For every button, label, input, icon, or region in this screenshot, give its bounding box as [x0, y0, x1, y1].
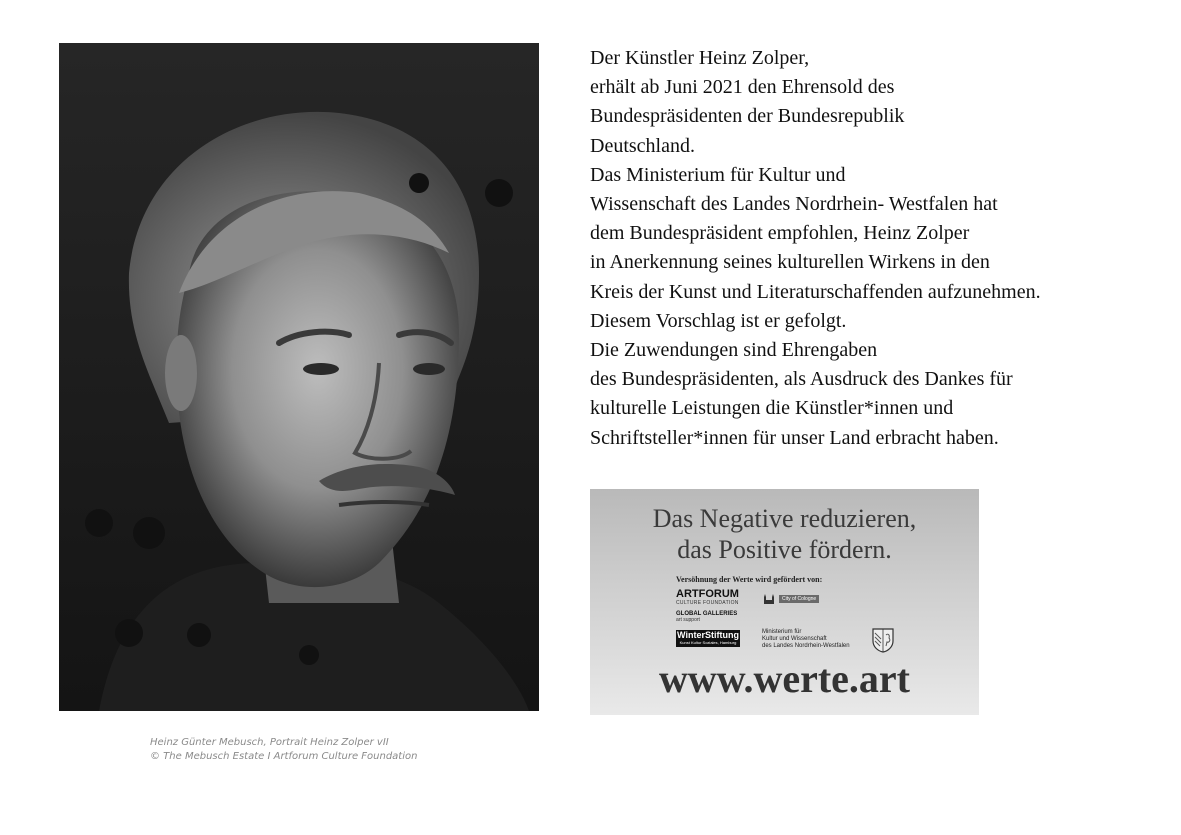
article-line: Diesem Vorschlag ist er gefolgt. [590, 309, 847, 332]
artforum-name: ARTFORUM [676, 588, 739, 600]
werte-banner [590, 489, 979, 715]
article-line: Der Künstler Heinz Zolper, [590, 47, 810, 69]
winter-name: WinterStiftung [677, 630, 739, 640]
slogan-line-1: Das Negative reduzieren, [652, 504, 917, 533]
slogan-line-2: das Positive fördern. [677, 535, 892, 564]
article-line: in Anerkennung seines kulturellen Wirkens in den [590, 251, 990, 274]
article-text [590, 44, 1160, 453]
gg-sub: art support [676, 617, 700, 623]
banner-slogan [590, 503, 979, 565]
artforum-sub: CULTURE FOUNDATION [676, 600, 739, 606]
article-line: Kreis der Kunst und Literaturschaffenden aufzunehmen. [590, 280, 1041, 303]
article-line: erhält ab Juni 2021 den Ehrensold des [590, 76, 895, 99]
portrait-image [59, 43, 539, 711]
gg-name: GLOBAL GALLERIES [676, 611, 738, 617]
city-of-cologne-logo [762, 593, 832, 605]
article-line: Die Zuwendungen sind Ehrengaben [590, 339, 878, 362]
nrw-crest-icon [870, 627, 896, 653]
article-line: dem Bundespräsident empfohlen, Heinz Zolper [590, 222, 970, 245]
nrw-ministry-logo [762, 629, 850, 650]
article-line: Das Ministerium für Kultur und [590, 163, 846, 186]
winterstiftung-logo [676, 630, 740, 647]
nrw-line-2: Kultur und Wissenschaft [762, 636, 827, 642]
photo-caption [150, 736, 470, 764]
caption-line-1: Heinz Günter Mebusch, Portrait Heinz Zolper vII [150, 737, 389, 748]
article-line: Deutschland. [590, 134, 695, 157]
nrw-line-3: des Landes Nordrhein-Westfalen [762, 643, 850, 649]
winter-sub: Kunst Kultur Soziales, Hamburg [679, 640, 737, 645]
cologne-label: City of Cologne [779, 595, 819, 603]
caption-line-2: © The Mebusch Estate I Artforum Culture Foundation [150, 751, 418, 762]
article-line: des Bundespräsidenten, als Ausdruck des Dankes für [590, 368, 1013, 391]
article-line: kulturelle Leistungen die Künstler*innen und [590, 397, 954, 420]
sponsor-logos [670, 575, 904, 659]
website-url: www.werte.art [659, 656, 910, 701]
portrait-photo [59, 43, 539, 711]
nrw-line-1: Ministerium für [762, 629, 802, 635]
artforum-logo [676, 589, 739, 606]
global-galleries-logo [676, 611, 737, 623]
article-line: Schriftsteller*innen für unser Land erbracht haben. [590, 426, 999, 449]
article-line: Bundespräsidenten der Bundesrepublik [590, 105, 905, 128]
sponsor-title: Versöhnung der Werte wird gefördert von: [676, 575, 823, 584]
article-line: Wissenschaft des Landes Nordrhein- Westfalen hat [590, 193, 998, 216]
cologne-cathedral-icon [762, 594, 776, 604]
